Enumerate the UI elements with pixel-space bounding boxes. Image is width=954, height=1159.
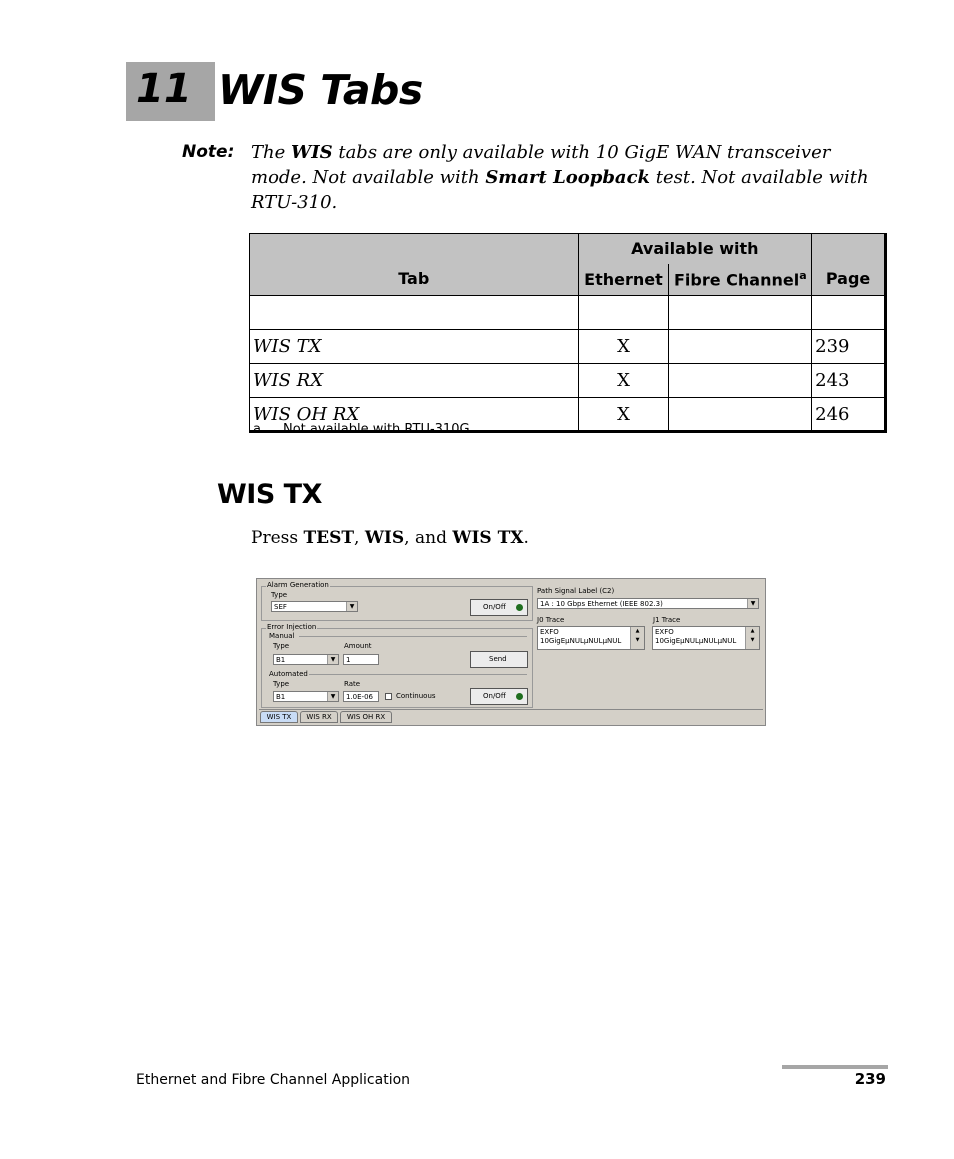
instruction-text: Press TEST, WIS, and WIS TX. bbox=[251, 528, 529, 548]
chevron-down-icon: ▼ bbox=[747, 599, 758, 608]
spin-arrows-icon[interactable]: ▲ ▼ bbox=[745, 627, 759, 649]
chevron-down-icon: ▼ bbox=[327, 655, 338, 664]
cell-page: 239 bbox=[812, 330, 886, 364]
continuous-checkbox[interactable] bbox=[385, 693, 392, 700]
header-fibre-channel: Fibre Channel$^a$ bbox=[669, 264, 812, 296]
cell-tab: WIS OH RX bbox=[250, 398, 579, 432]
header-ethernet: Ethernet bbox=[578, 264, 669, 296]
availability-table bbox=[249, 233, 887, 433]
tab-wis-rx[interactable]: WIS RX bbox=[300, 711, 338, 723]
note-label: Note: bbox=[182, 142, 235, 162]
status-led-icon bbox=[516, 693, 523, 700]
j0-trace-field[interactable]: EXFO 10GigEµNULµNULµNUL ▲ ▼ bbox=[537, 626, 645, 650]
note-text: The WIS tabs are only available with 10 GigE WAN transceiver mode. Not available with Smart Loopback test. Not available with RTU-310. bbox=[251, 142, 869, 213]
cell-ethernet: X bbox=[578, 364, 669, 398]
tab-wis-tx[interactable]: WIS TX bbox=[260, 711, 298, 723]
chevron-down-icon: ▼ bbox=[327, 692, 338, 701]
cell-ethernet: X bbox=[578, 398, 669, 432]
table-footnote: a. Not available with RTU-310G. bbox=[253, 422, 474, 437]
spin-arrows-icon[interactable]: ▲ ▼ bbox=[630, 627, 644, 649]
footer-rule bbox=[782, 1065, 888, 1069]
continuous-label: Continuous bbox=[396, 692, 436, 700]
path-signal-label-title: Path Signal Label (C2) bbox=[537, 587, 615, 595]
cell-tab: WIS RX bbox=[250, 364, 579, 398]
wis-tx-screenshot bbox=[256, 578, 766, 726]
chapter-title: WIS Tabs bbox=[218, 66, 423, 114]
cell-page: 243 bbox=[812, 364, 886, 398]
cell-fibre bbox=[669, 364, 812, 398]
alarm-type-select[interactable]: SEF ▼ bbox=[271, 601, 358, 612]
rate-label: Rate bbox=[344, 680, 361, 688]
alarm-onoff-button[interactable]: On/Off bbox=[470, 599, 528, 616]
chapter-number: 11 bbox=[136, 66, 192, 112]
auto-type-label: Type bbox=[273, 680, 290, 688]
cell-tab: WIS TX bbox=[250, 330, 579, 364]
send-button[interactable]: Send bbox=[470, 651, 528, 668]
j1-trace-field[interactable]: EXFO 10GigEµNULµNULµNUL ▲ ▼ bbox=[652, 626, 760, 650]
table-row bbox=[250, 330, 886, 364]
footer-title: Ethernet and Fibre Channel Application bbox=[136, 1072, 411, 1088]
tab-strip-divider bbox=[259, 709, 763, 710]
j0-trace-label: J0 Trace bbox=[537, 616, 565, 624]
cell-fibre bbox=[669, 330, 812, 364]
tab-wis-oh-rx[interactable]: WIS OH RX bbox=[340, 711, 392, 723]
manual-type-label: Type bbox=[273, 642, 290, 650]
header-tab: Tab bbox=[250, 234, 579, 296]
amount-input[interactable]: 1 bbox=[343, 654, 379, 665]
manual-label: Manual bbox=[269, 632, 295, 640]
rate-input[interactable]: 1.0E-06 bbox=[343, 691, 379, 702]
automated-label: Automated bbox=[269, 670, 308, 678]
cell-fibre bbox=[669, 398, 812, 432]
alarm-generation-title: Alarm Generation bbox=[267, 581, 329, 589]
j1-trace-label: J1 Trace bbox=[653, 616, 681, 624]
automated-divider bbox=[309, 674, 527, 675]
error-injection-title: Error Injection bbox=[267, 623, 317, 631]
amount-label: Amount bbox=[344, 642, 372, 650]
auto-onoff-button[interactable]: On/Off bbox=[470, 688, 528, 705]
alarm-type-label: Type bbox=[271, 591, 288, 599]
auto-type-select[interactable]: B1 ▼ bbox=[273, 691, 339, 702]
table-row bbox=[250, 364, 886, 398]
section-title: WIS TX bbox=[217, 479, 322, 510]
chevron-down-icon: ▼ bbox=[346, 602, 357, 611]
page-number: 239 bbox=[854, 1070, 886, 1088]
header-page: Page bbox=[812, 234, 886, 296]
path-signal-label-select[interactable]: 1A : 10 Gbps Ethernet (IEEE 802.3) ▼ bbox=[537, 598, 759, 609]
status-led-icon bbox=[516, 604, 523, 611]
manual-divider bbox=[299, 636, 527, 637]
header-available-with: Available with bbox=[578, 234, 812, 264]
cell-ethernet: X bbox=[578, 330, 669, 364]
cell-page: 246 bbox=[812, 398, 886, 432]
manual-type-select[interactable]: B1 ▼ bbox=[273, 654, 339, 665]
